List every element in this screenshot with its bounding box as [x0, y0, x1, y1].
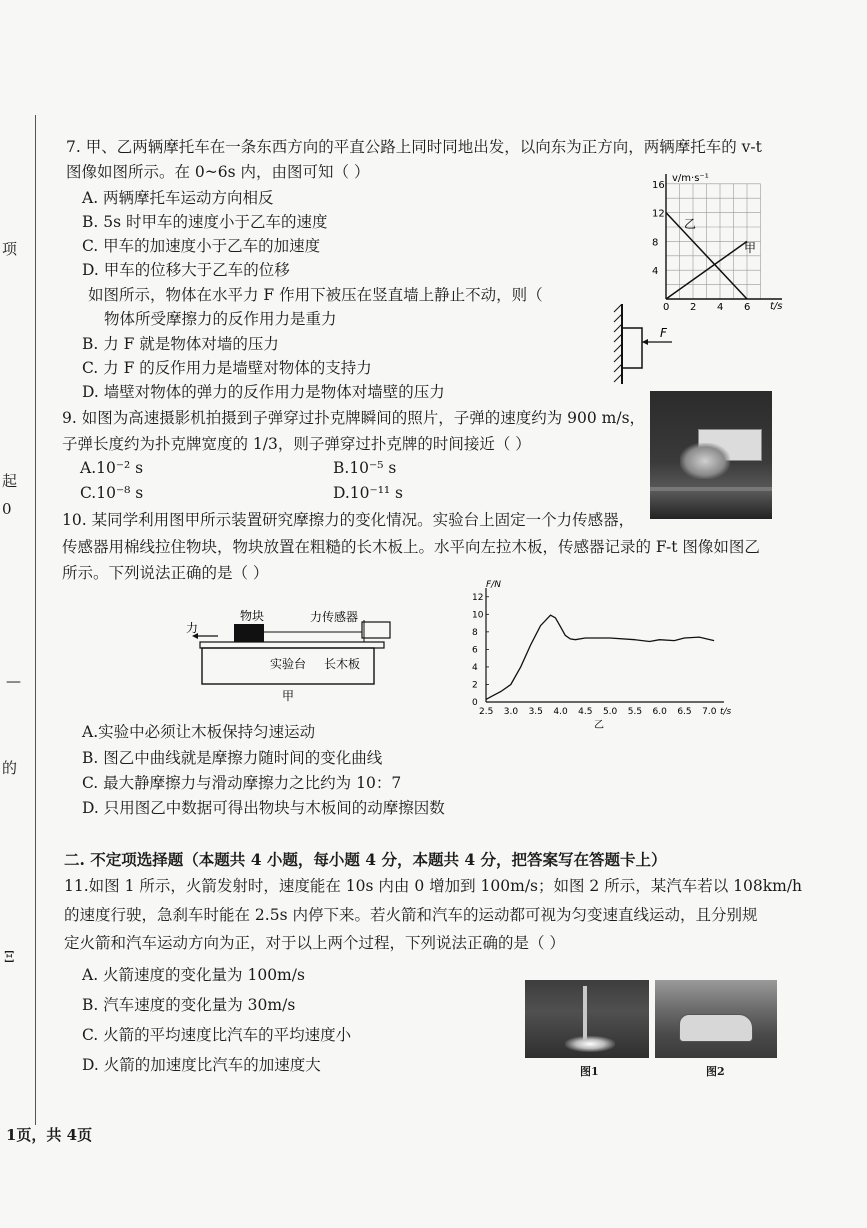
ft-ytick: 0: [472, 698, 478, 708]
exhaust-flame: [565, 1036, 615, 1052]
force-label: F: [660, 326, 667, 340]
vt-xlabel: t/s: [770, 301, 783, 312]
q7-option-d: D. 甲车的位移大于乙车的位移: [82, 261, 290, 279]
vt-xtick: 6: [744, 302, 751, 313]
q8-option-c: C. 力 F 的反作用力是墙壁对物体的支持力: [82, 359, 372, 377]
ft-graph: [462, 578, 738, 730]
q11-option-b: B. 汽车速度的变化量为 30m/s: [82, 996, 296, 1014]
caption-jia: 甲: [282, 689, 295, 703]
fig2-caption: 图2: [706, 1065, 725, 1078]
car-photo: [655, 980, 777, 1058]
q8-option-d: D. 墙壁对物体的弹力的反作用力是物体对墙壁的压力: [82, 383, 445, 401]
rocket-shape: [583, 986, 587, 1042]
ft-xtick: 4.0: [553, 707, 568, 717]
q8-stem: 如图所示，物体在水平力 F 作用下被压在竖直墙上静止不动，则（: [88, 286, 543, 304]
q10-option-a: A.实验中必须让木板保持匀速运动: [82, 723, 316, 741]
q9-option-c: C.10⁻⁸ s: [80, 484, 144, 502]
force-label: 力: [186, 621, 199, 635]
margin-char: 起: [2, 472, 18, 490]
ft-xtick: 3.0: [503, 707, 519, 717]
margin-char: —: [6, 672, 21, 690]
q7-option-c: C. 甲车的加速度小于乙车的加速度: [82, 237, 321, 255]
ft-ytick: 2: [472, 680, 478, 691]
vt-ytick: 8: [652, 237, 659, 249]
table-edge: [650, 487, 772, 491]
ft-xtick: 5.0: [602, 707, 618, 717]
q7-option-a: A. 两辆摩托车运动方向相反: [82, 189, 274, 207]
block-label: 物块: [240, 609, 265, 623]
margin-line: [35, 115, 36, 1125]
q10-option-b: B. 图乙中曲线就是摩擦力随时间的变化曲线: [82, 749, 383, 767]
q11-option-d: D. 火箭的加速度比汽车的加速度大: [82, 1056, 321, 1074]
wall-force-diagram: [612, 304, 684, 386]
q9-stem-line2: 子弹长度约为扑克牌宽度的 1/3，则子弹穿过扑克牌的时间接近（ ）: [62, 435, 531, 453]
vt-ytick: 4: [652, 266, 659, 278]
vt-ytick: 12: [652, 208, 665, 220]
board-label: 长木板: [324, 657, 361, 671]
ft-xtick: 6.5: [677, 707, 692, 717]
q10-stem-line3: 所示。下列说法正确的是（ ）: [62, 564, 269, 582]
q8-option-b: B. 力 F 就是物体对墙的压力: [82, 335, 279, 353]
car-shape: [679, 1014, 753, 1042]
q11-option-a: A. 火箭速度的变化量为 100m/s: [82, 966, 305, 984]
fig1-caption: 图1: [580, 1065, 599, 1078]
vt-label-jia: 甲: [744, 241, 757, 255]
table-label: 实验台: [270, 657, 307, 671]
force-sensor: [362, 622, 390, 638]
ft-series-line: [486, 615, 714, 699]
q10-option-d: D. 只用图乙中数据可得出物块与木板间的动摩擦因数: [82, 799, 445, 817]
block: [622, 328, 642, 368]
ft-ylabel: F/N: [486, 580, 501, 590]
q9-option-d: D.10⁻¹¹ s: [333, 484, 404, 502]
ft-ytick: 8: [472, 627, 478, 638]
ft-xtick: 3.5: [528, 707, 543, 717]
margin-char: Ξ: [4, 948, 15, 966]
q9-option-a: A.10⁻² s: [80, 459, 144, 477]
ft-xtick: 7.0: [702, 707, 717, 717]
ft-ytick: 6: [472, 645, 478, 656]
q11-option-c: C. 火箭的平均速度比汽车的平均速度小: [82, 1026, 352, 1044]
vt-ytick: 16: [652, 179, 665, 191]
q11-stem-line1: 11.如图 1 所示，火箭发射时，速度能在 10s 内由 0 增加到 100m/s；如图 2 所示，某汽车若以 108km/h: [64, 877, 803, 895]
vt-xtick: 2: [690, 302, 697, 313]
vt-xtick: 4: [717, 302, 724, 313]
ft-xlabel: t/s: [720, 707, 732, 717]
long-board: [200, 642, 384, 648]
ft-xtick: 6.0: [652, 707, 667, 717]
q9-option-b: B.10⁻⁵ s: [333, 459, 397, 477]
q7-stem-line1: 7. 甲、乙两辆摩托车在一条东西方向的平直公路上同时同地出发，以向东为正方向，两辆摩托车的 v-t: [66, 138, 762, 156]
ft-xtick: 5.5: [627, 707, 643, 717]
sensor-label: 力传感器: [310, 610, 359, 624]
ft-ytick: 4: [472, 662, 478, 673]
q11-stem-line2: 的速度行驶，急刹车时能在 2.5s 内停下来。若火箭和汽车的运动都可视为匀变速直线运动，且分别规: [64, 906, 758, 924]
q10-option-c: C. 最大静摩擦力与滑动摩擦力之比约为 10：7: [82, 774, 402, 792]
vt-xtick: 0: [663, 302, 670, 313]
block: [234, 624, 264, 642]
ft-ytick: 10: [472, 610, 484, 621]
friction-apparatus: [186, 604, 396, 704]
ft-xtick: 4.5: [578, 707, 593, 717]
vt-graph: [640, 166, 790, 314]
rocket-photo: [525, 980, 649, 1058]
vt-label-yi: 乙: [684, 217, 697, 231]
page-footer: 1页，共 4页: [6, 1126, 93, 1144]
ft-ytick: 12: [472, 592, 484, 603]
section-title: 二. 不定项选择题（本题共 4 小题，每小题 4 分，本题共 4 分，把答案写在答题卡上）: [64, 850, 667, 869]
margin-char: 0: [2, 500, 12, 518]
q7-stem-line2: 图像如图所示。在 0~6s 内，由图可知（ ）: [66, 163, 370, 181]
q9-stem-line1: 9. 如图为高速摄影机拍摄到子弹穿过扑克牌瞬间的照片，子弹的速度约为 900 m/s，: [62, 409, 646, 427]
q11-stem-line3: 定火箭和汽车运动方向为正，对于以上两个过程，下列说法正确的是（ ）: [64, 934, 565, 952]
q10-stem-line1: 10. 某同学利用图甲所示装置研究摩擦力的变化情况。实验台上固定一个力传感器，: [62, 511, 635, 529]
margin-char: 项: [2, 240, 18, 258]
margin-char: 的: [2, 759, 18, 777]
debris-shape: [680, 443, 730, 479]
vt-ylabel: v/m·s⁻¹: [672, 173, 709, 184]
q10-stem-line2: 传感器用棉线拉住物块，物块放置在粗糙的长木板上。水平向左拉木板，传感器记录的 F-t 图像如图乙: [62, 538, 760, 556]
bullet-card-photo: [650, 391, 772, 519]
ft-caption: 乙: [594, 720, 604, 730]
ft-xtick: 2.5: [479, 707, 494, 717]
q7-option-b: B. 5s 时甲车的速度小于乙车的速度: [82, 213, 328, 231]
q8-option-a: 物体所受摩擦力的反作用力是重力: [104, 310, 337, 328]
